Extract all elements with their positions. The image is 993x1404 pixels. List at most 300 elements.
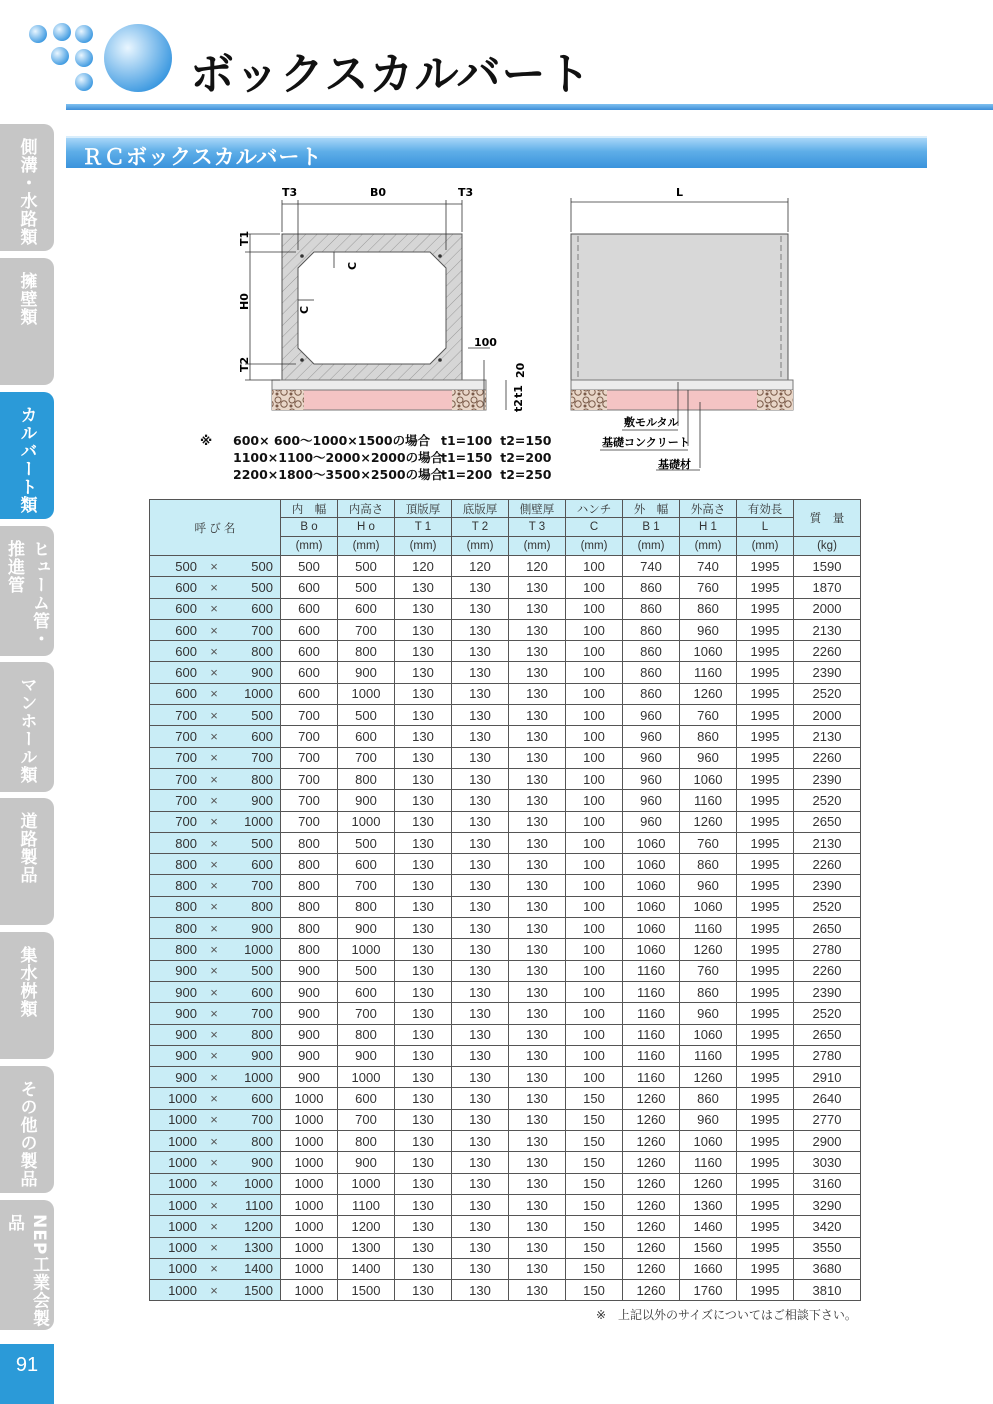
table-cell: 1260	[623, 1173, 680, 1194]
table-cell: 1995	[737, 939, 794, 960]
label-l: L	[676, 186, 684, 199]
col-header-label: 内高さ	[338, 500, 395, 518]
label-c-left: C	[298, 305, 311, 314]
row-name-times: ×	[210, 750, 218, 766]
note-dims: 2200×1800～3500×2500の場合	[233, 467, 444, 482]
sidebar-tab-label: 道路製品	[16, 812, 37, 884]
table-cell: 900	[338, 918, 395, 939]
table-row	[150, 747, 861, 768]
table-cell: 1360	[680, 1194, 737, 1215]
table-cell: 130	[395, 832, 452, 853]
table-cell: 1995	[737, 619, 794, 640]
section-banner	[66, 136, 927, 168]
table-cell: 800	[338, 896, 395, 917]
row-name-times: ×	[210, 792, 218, 808]
row-name-width: 1000	[168, 1176, 197, 1192]
table-cell: 2900	[794, 1131, 861, 1152]
row-name-width: 800	[175, 856, 197, 872]
col-header-label: 底版厚	[452, 500, 509, 518]
sidebar-tab-label: マンホール類	[16, 676, 37, 784]
sidebar-tab-nep-products[interactable]	[0, 1200, 54, 1330]
table-cell: 130	[395, 747, 452, 768]
table-cell: 130	[395, 854, 452, 875]
table-cell: 1300	[338, 1237, 395, 1258]
table-cell: 500	[338, 832, 395, 853]
row-name-times: ×	[210, 835, 218, 851]
table-cell: 1995	[737, 726, 794, 747]
table-cell: 500	[338, 556, 395, 577]
row-name-cell	[150, 1088, 281, 1109]
table-cell: 120	[395, 556, 452, 577]
table-cell: 130	[395, 619, 452, 640]
col-header-label: 内 幅	[281, 500, 338, 518]
sidebar-tab-road-products[interactable]	[0, 798, 54, 925]
table-cell: 150	[566, 1258, 623, 1279]
row-name-times: ×	[210, 1218, 218, 1234]
table-cell: 3810	[794, 1280, 861, 1301]
col-header-label: 頂版厚	[395, 500, 452, 518]
table-cell: 1995	[737, 811, 794, 832]
table-cell: 130	[452, 790, 509, 811]
table-cell: 500	[281, 556, 338, 577]
table-cell: 1995	[737, 1237, 794, 1258]
row-name-height: 900	[251, 1154, 273, 1170]
table-cell: 1160	[623, 1067, 680, 1088]
table-cell: 860	[680, 1088, 737, 1109]
table-cell: 1060	[623, 832, 680, 853]
table-cell: 1995	[737, 683, 794, 704]
table-cell: 900	[281, 1045, 338, 1066]
row-name-width: 600	[175, 579, 197, 595]
table-cell: 1995	[737, 1088, 794, 1109]
row-name-cell	[150, 619, 281, 640]
table-cell: 130	[509, 832, 566, 853]
table-cell: 100	[566, 556, 623, 577]
row-name-times: ×	[210, 984, 218, 1000]
sidebar-tab-culvert[interactable]	[0, 392, 54, 519]
table-cell: 130	[395, 1024, 452, 1045]
row-name-times: ×	[210, 643, 218, 659]
table-cell: 100	[566, 1003, 623, 1024]
col-header-symbol: L	[737, 518, 794, 537]
table-cell: 2520	[794, 1003, 861, 1024]
table-cell: 130	[452, 960, 509, 981]
table-cell: 130	[509, 1045, 566, 1066]
col-header-symbol: C	[566, 518, 623, 537]
table-cell: 1060	[623, 939, 680, 960]
row-name-width: 600	[175, 665, 197, 681]
table-cell: 130	[452, 705, 509, 726]
table-cell: 800	[281, 896, 338, 917]
table-cell: 600	[281, 683, 338, 704]
row-name-cell	[150, 641, 281, 662]
table-cell: 1000	[281, 1280, 338, 1301]
table-cell: 1995	[737, 705, 794, 726]
label-100: 100	[474, 336, 497, 349]
table-cell: 2650	[794, 811, 861, 832]
table-cell: 130	[452, 1109, 509, 1130]
label-t3-right: T3	[458, 186, 474, 199]
table-cell: 2780	[794, 1045, 861, 1066]
table-cell: 1995	[737, 556, 794, 577]
row-name-height: 700	[251, 878, 273, 894]
table-cell: 1060	[623, 875, 680, 896]
row-name-times: ×	[210, 601, 218, 617]
sidebar-tab-gutter[interactable]	[0, 124, 54, 251]
table-cell: 900	[281, 1003, 338, 1024]
row-name-width: 800	[175, 878, 197, 894]
table-cell: 1000	[281, 1194, 338, 1215]
table-cell: 1260	[623, 1280, 680, 1301]
table-cell: 150	[566, 1173, 623, 1194]
table-row	[150, 875, 861, 896]
table-row	[150, 1280, 861, 1301]
row-name-height: 800	[251, 1133, 273, 1149]
col-header-unit: (mm)	[623, 537, 680, 556]
table-cell: 130	[452, 854, 509, 875]
table-cell: 130	[395, 1045, 452, 1066]
table-cell: 100	[566, 662, 623, 683]
table-cell: 500	[338, 577, 395, 598]
row-name-height: 700	[251, 1005, 273, 1021]
table-cell: 1995	[737, 1280, 794, 1301]
table-cell: 900	[281, 1024, 338, 1045]
table-cell: 130	[452, 577, 509, 598]
table-row	[150, 790, 861, 811]
table-cell: 150	[566, 1280, 623, 1301]
table-cell: 900	[338, 1152, 395, 1173]
table-cell: 130	[395, 939, 452, 960]
row-name-width: 700	[175, 729, 197, 745]
table-cell: 760	[680, 960, 737, 981]
row-name-width: 900	[175, 1048, 197, 1064]
table-cell: 1060	[680, 1131, 737, 1152]
row-name-width: 900	[175, 963, 197, 979]
table-cell: 960	[623, 726, 680, 747]
row-name-times: ×	[210, 856, 218, 872]
label-b0: B0	[370, 186, 387, 199]
table-cell: 130	[509, 790, 566, 811]
sidebar-tab-manhole[interactable]	[0, 662, 54, 792]
row-name-height: 600	[251, 856, 273, 872]
table-cell: 1000	[281, 1109, 338, 1130]
table-row	[150, 1109, 861, 1130]
row-name-height: 1000	[244, 814, 273, 830]
table-cell: 1995	[737, 1003, 794, 1024]
table-cell: 1995	[737, 854, 794, 875]
row-name-width: 500	[175, 558, 197, 574]
table-cell: 2260	[794, 641, 861, 662]
row-name-width: 1000	[168, 1240, 197, 1256]
col-header-symbol: B o	[281, 518, 338, 537]
row-name-cell	[150, 577, 281, 598]
table-cell: 1000	[338, 1173, 395, 1194]
table-cell: 1995	[737, 1024, 794, 1045]
row-name-times: ×	[210, 686, 218, 702]
table-cell: 1060	[623, 896, 680, 917]
col-header-symbol: T 3	[509, 518, 566, 537]
table-cell: 130	[509, 981, 566, 1002]
table-cell: 800	[281, 939, 338, 960]
table-cell: 130	[452, 1237, 509, 1258]
row-name-width: 1000	[168, 1154, 197, 1170]
table-cell: 130	[452, 1216, 509, 1237]
note-t2: t2=250	[500, 467, 552, 482]
table-cell: 130	[452, 1258, 509, 1279]
table-cell: 130	[452, 896, 509, 917]
col-header-label: ハンチ	[566, 500, 623, 518]
note-dims: 600× 600～1000×1500の場合	[233, 433, 431, 448]
table-cell: 1995	[737, 768, 794, 789]
table-cell: 1760	[680, 1280, 737, 1301]
table-cell: 1160	[680, 1152, 737, 1173]
table-row	[150, 1216, 861, 1237]
table-cell: 860	[623, 577, 680, 598]
table-cell: 100	[566, 1024, 623, 1045]
sidebar-tab-other-products[interactable]	[0, 1066, 54, 1193]
row-name-times: ×	[210, 1176, 218, 1192]
table-cell: 130	[395, 1173, 452, 1194]
table-cell: 1000	[281, 1088, 338, 1109]
row-name-cell	[150, 598, 281, 619]
table-cell: 100	[566, 768, 623, 789]
table-cell: 100	[566, 598, 623, 619]
table-cell: 1000	[281, 1152, 338, 1173]
table-cell: 100	[566, 619, 623, 640]
row-name-cell	[150, 1067, 281, 1088]
table-cell: 130	[509, 939, 566, 960]
table-cell: 1995	[737, 641, 794, 662]
table-cell: 760	[680, 577, 737, 598]
table-cell: 1460	[680, 1216, 737, 1237]
note-t1: t1=200	[441, 467, 493, 482]
table-cell: 2650	[794, 1024, 861, 1045]
table-cell: 130	[395, 1237, 452, 1258]
table-cell: 130	[395, 1280, 452, 1301]
table-cell: 1260	[623, 1194, 680, 1215]
table-cell: 100	[566, 811, 623, 832]
table-cell: 130	[395, 726, 452, 747]
row-name-cell	[150, 1258, 281, 1279]
row-name-height: 500	[251, 963, 273, 979]
table-cell: 1260	[623, 1258, 680, 1279]
row-name-times: ×	[210, 1005, 218, 1021]
table-cell: 900	[281, 960, 338, 981]
table-cell: 130	[509, 641, 566, 662]
table-cell: 100	[566, 981, 623, 1002]
table-cell: 900	[338, 790, 395, 811]
row-name-cell	[150, 556, 281, 577]
table-cell: 1000	[281, 1216, 338, 1237]
col-header-unit: (mm)	[680, 537, 737, 556]
table-cell: 1000	[281, 1131, 338, 1152]
row-name-height: 500	[251, 558, 273, 574]
table-cell: 1995	[737, 960, 794, 981]
row-name-width: 900	[175, 984, 197, 1000]
row-name-cell	[150, 790, 281, 811]
table-cell: 600	[281, 598, 338, 619]
table-cell: 1660	[680, 1258, 737, 1279]
table-cell: 3160	[794, 1173, 861, 1194]
row-name-width: 900	[175, 1069, 197, 1085]
sidebar-tab-label: ヒューム管・推進管	[4, 540, 49, 648]
table-cell: 1000	[338, 1067, 395, 1088]
table-cell: 2260	[794, 747, 861, 768]
col-header-symbol: H 1	[680, 518, 737, 537]
table-row	[150, 556, 861, 577]
col-header-unit: (mm)	[395, 537, 452, 556]
table-cell: 1260	[623, 1216, 680, 1237]
table-cell: 2390	[794, 768, 861, 789]
row-name-height: 600	[251, 984, 273, 1000]
table-cell: 1260	[680, 811, 737, 832]
table-cell: 130	[452, 683, 509, 704]
table-cell: 700	[338, 1109, 395, 1130]
table-cell: 130	[395, 598, 452, 619]
row-name-width: 700	[175, 792, 197, 808]
row-name-width: 800	[175, 920, 197, 936]
table-cell: 130	[395, 1131, 452, 1152]
table-cell: 2390	[794, 875, 861, 896]
table-cell: 130	[452, 1280, 509, 1301]
row-name-cell	[150, 768, 281, 789]
row-name-times: ×	[210, 899, 218, 915]
table-cell: 1560	[680, 1237, 737, 1258]
table-row	[150, 1131, 861, 1152]
table-cell: 2390	[794, 662, 861, 683]
table-cell: 130	[509, 896, 566, 917]
table-cell: 100	[566, 832, 623, 853]
row-name-times: ×	[210, 1133, 218, 1149]
table-cell: 130	[395, 1258, 452, 1279]
table-row	[150, 577, 861, 598]
col-header-unit: (mm)	[452, 537, 509, 556]
table-row	[150, 1194, 861, 1215]
table-cell: 860	[680, 598, 737, 619]
table-cell: 960	[680, 1109, 737, 1130]
row-name-times: ×	[210, 771, 218, 787]
row-name-height: 800	[251, 643, 273, 659]
table-cell: 3680	[794, 1258, 861, 1279]
table-row	[150, 726, 861, 747]
table-cell: 130	[509, 918, 566, 939]
table-cell: 100	[566, 896, 623, 917]
table-cell: 100	[566, 939, 623, 960]
row-name-times: ×	[210, 1154, 218, 1170]
table-cell: 2000	[794, 598, 861, 619]
table-cell: 130	[452, 641, 509, 662]
row-name-times: ×	[210, 878, 218, 894]
table-cell: 800	[281, 832, 338, 853]
table-cell: 800	[338, 1024, 395, 1045]
row-name-height: 600	[251, 729, 273, 745]
row-name-cell	[150, 1045, 281, 1066]
row-name-cell	[150, 1194, 281, 1215]
table-cell: 150	[566, 1216, 623, 1237]
col-header-unit: (mm)	[566, 537, 623, 556]
row-name-height: 1500	[244, 1282, 273, 1298]
table-cell: 900	[281, 981, 338, 1002]
row-name-cell	[150, 918, 281, 939]
sidebar-tab-retaining-wall[interactable]	[0, 258, 54, 385]
row-name-height: 800	[251, 899, 273, 915]
table-cell: 500	[338, 705, 395, 726]
col-header-mass-unit: (kg)	[794, 537, 861, 556]
table-cell: 100	[566, 726, 623, 747]
table-row	[150, 1237, 861, 1258]
row-name-times: ×	[210, 707, 218, 723]
table-cell: 760	[680, 832, 737, 853]
table-cell: 1060	[680, 1024, 737, 1045]
table-cell: 1400	[338, 1258, 395, 1279]
table-cell: 150	[566, 1088, 623, 1109]
col-header-symbol: H o	[338, 518, 395, 537]
table-cell: 100	[566, 577, 623, 598]
table-cell: 1160	[623, 1045, 680, 1066]
table-row	[150, 598, 861, 619]
table-cell: 130	[452, 598, 509, 619]
row-name-width: 900	[175, 1027, 197, 1043]
table-cell: 130	[395, 981, 452, 1002]
row-name-height: 1000	[244, 941, 273, 957]
row-name-width: 1000	[168, 1218, 197, 1234]
table-cell: 860	[623, 641, 680, 662]
table-cell: 130	[395, 1152, 452, 1173]
row-name-width: 800	[175, 941, 197, 957]
row-name-cell	[150, 1024, 281, 1045]
table-row	[150, 918, 861, 939]
table-cell: 130	[509, 1280, 566, 1301]
table-cell: 100	[566, 641, 623, 662]
row-name-width: 600	[175, 622, 197, 638]
table-cell: 130	[509, 1109, 566, 1130]
table-cell: 130	[395, 811, 452, 832]
table-cell: 100	[566, 918, 623, 939]
table-row	[150, 705, 861, 726]
table-cell: 1995	[737, 1152, 794, 1173]
sidebar-tab-label: カルバート類	[16, 406, 37, 514]
table-cell: 130	[395, 918, 452, 939]
table-cell: 1995	[737, 598, 794, 619]
table-cell: 860	[623, 683, 680, 704]
table-cell: 860	[623, 662, 680, 683]
sidebar-tab-catch-basin[interactable]	[0, 932, 54, 1059]
table-cell: 3420	[794, 1216, 861, 1237]
col-header-unit: (mm)	[338, 537, 395, 556]
row-name-cell	[150, 1109, 281, 1130]
note-t1: t1=100	[441, 433, 493, 448]
table-cell: 1995	[737, 1109, 794, 1130]
table-cell: 1000	[281, 1173, 338, 1194]
sidebar-tab-hume-pipe[interactable]	[0, 526, 54, 656]
table-cell: 130	[509, 960, 566, 981]
section-title: ＲＣボックスカルバート	[82, 145, 323, 169]
table-cell: 600	[281, 641, 338, 662]
table-cell: 1060	[623, 854, 680, 875]
table-cell: 1260	[623, 1152, 680, 1173]
table-cell: 800	[281, 918, 338, 939]
row-name-height: 1000	[244, 686, 273, 702]
table-cell: 1260	[680, 1067, 737, 1088]
row-name-times: ×	[210, 1240, 218, 1256]
table-cell: 1260	[623, 1088, 680, 1109]
note-mark: ※	[200, 433, 213, 448]
table-cell: 120	[452, 556, 509, 577]
row-name-cell	[150, 939, 281, 960]
table-row	[150, 1088, 861, 1109]
table-cell: 1060	[623, 918, 680, 939]
table-cell: 700	[338, 747, 395, 768]
